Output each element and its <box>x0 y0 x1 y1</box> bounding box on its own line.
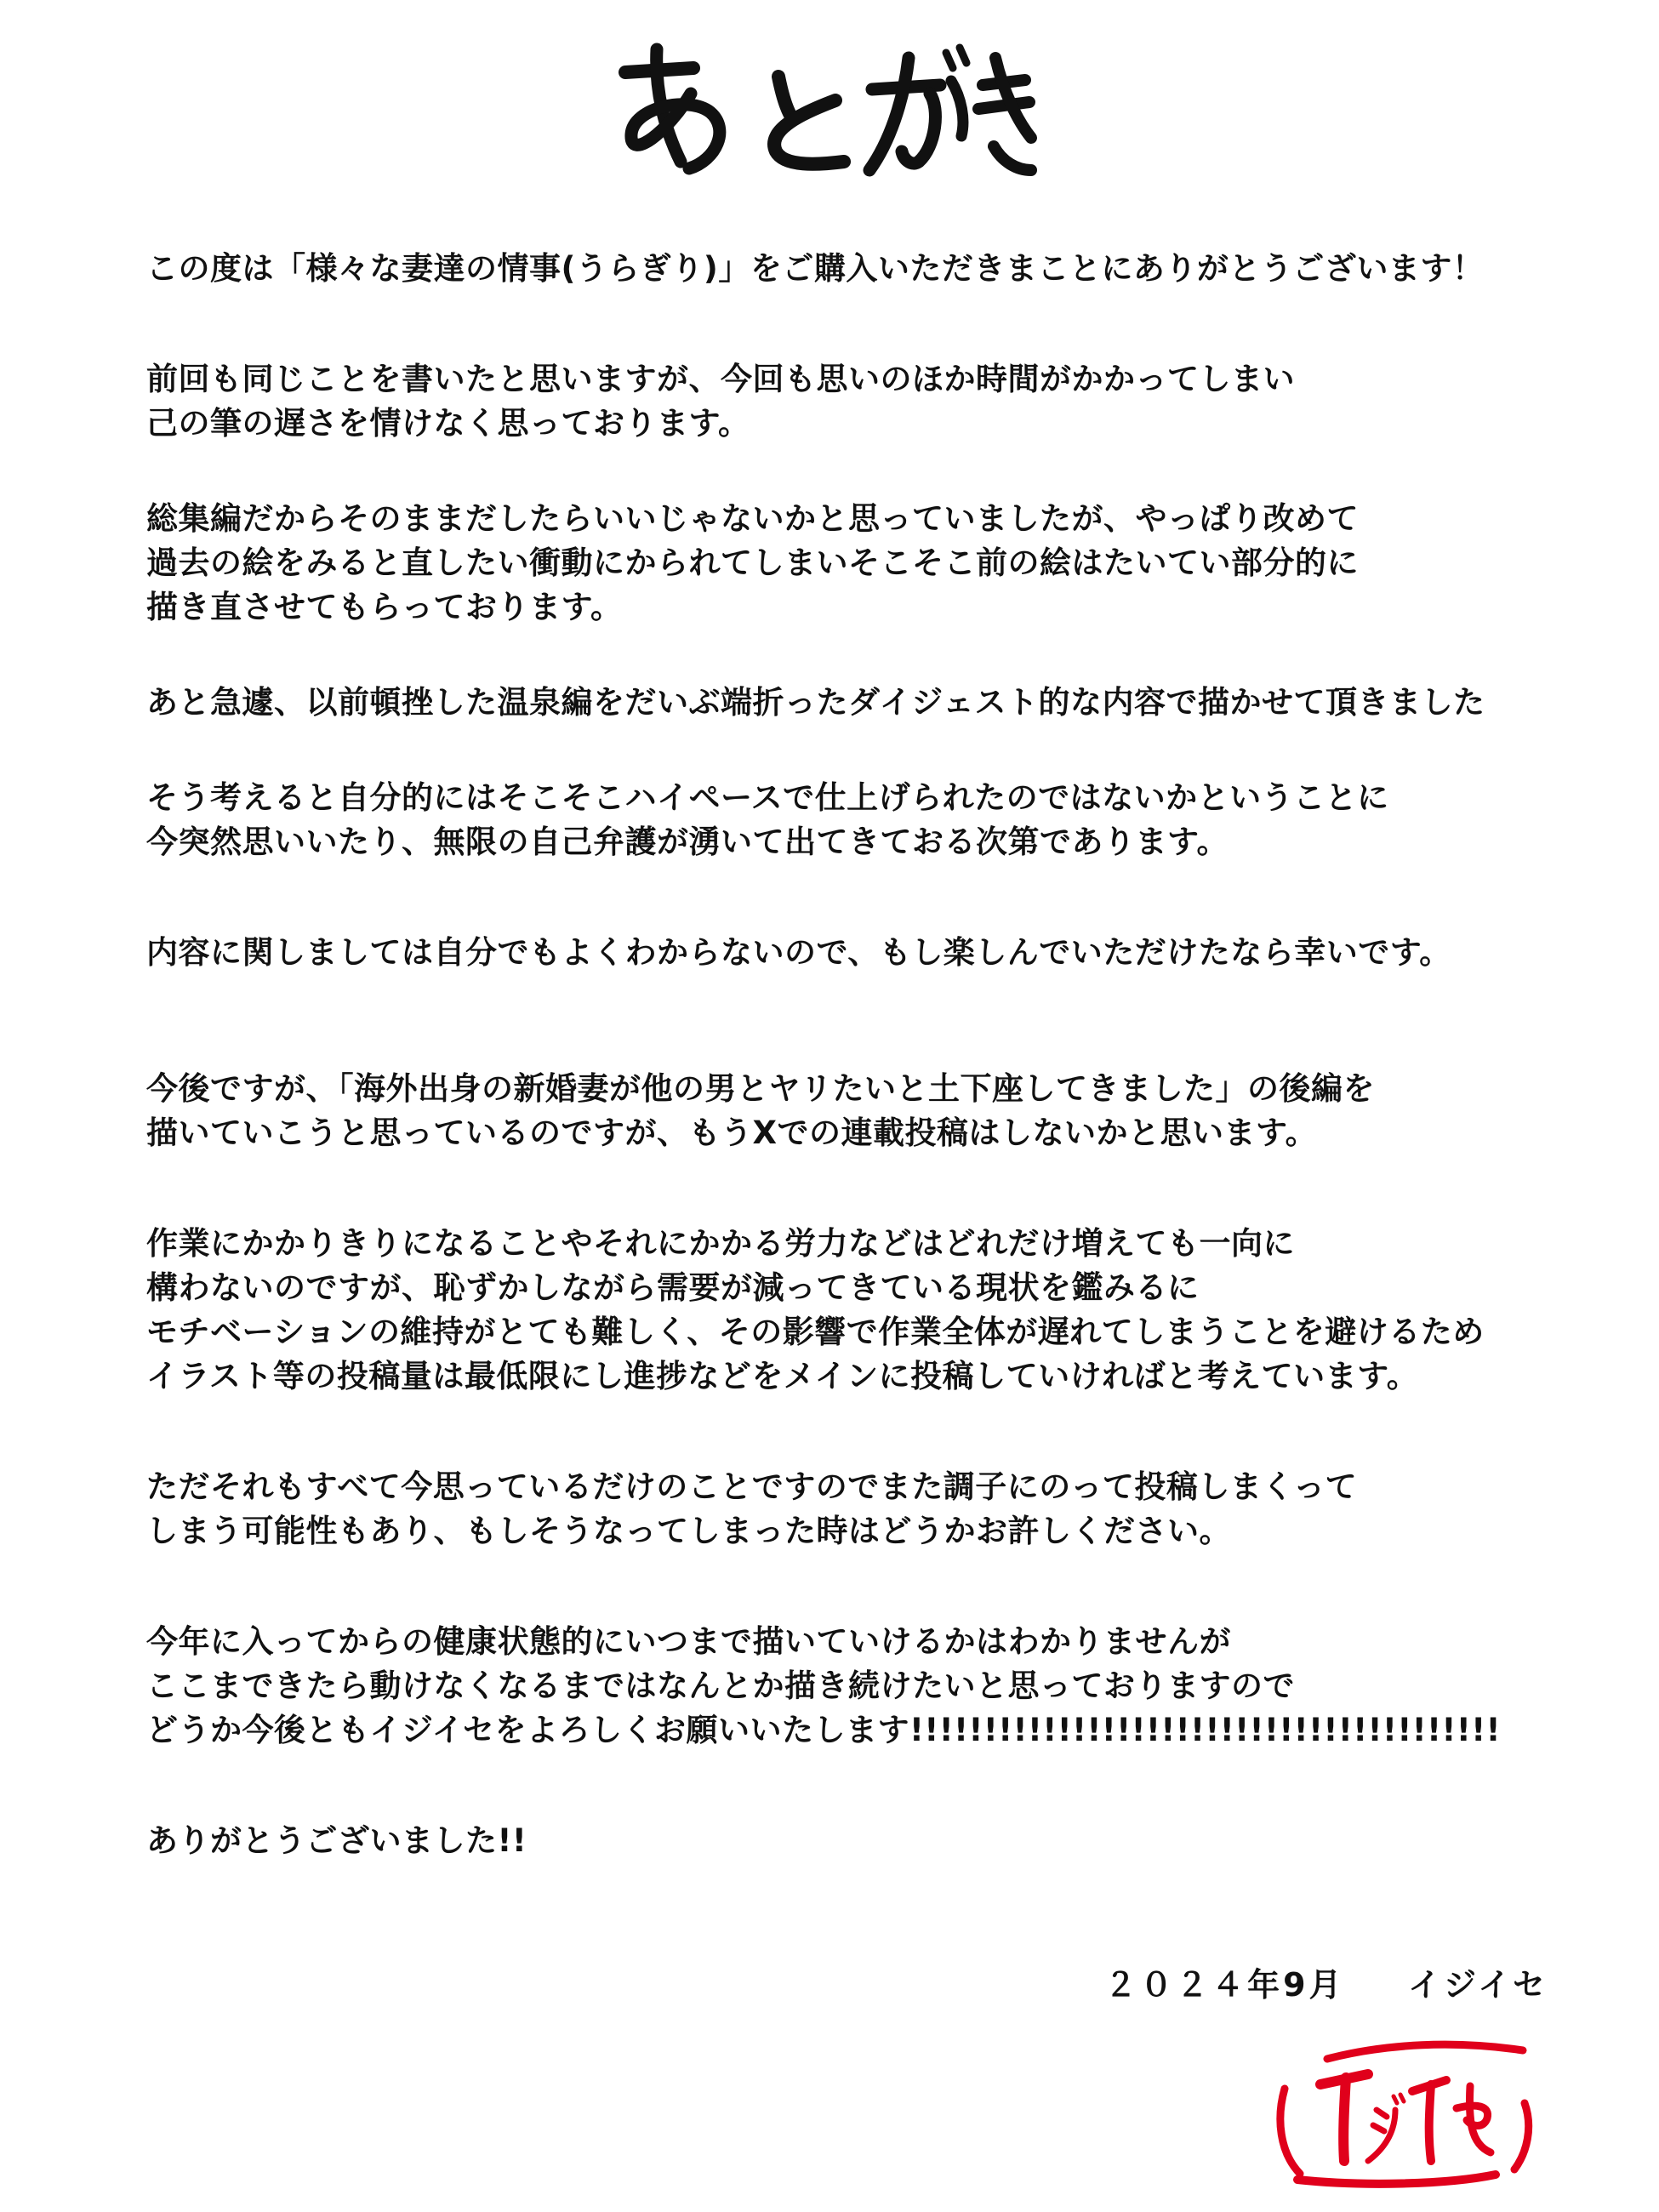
paragraph-motivation <box>146 1222 1610 1399</box>
signature-line <box>1104 1958 1548 2005</box>
text-line: あと急遽、以前頓挫した温泉編をだいぶ端折ったダイジェスト的な内容で描かせて頂きました <box>146 684 1485 721</box>
text-line: イラスト等の投稿量は最低限にし進捗などをメインに投稿していければと考えています。 <box>146 1358 1419 1394</box>
text-line: 構わないのですが、恥ずかしながら需要が減ってきている現状を鑑みるに <box>146 1269 1200 1306</box>
paragraph-next <box>146 1067 1610 1155</box>
text-line: そう考えると自分的にはそこそこハイペースで仕上げられたのではないかということに <box>146 779 1389 816</box>
text-line: 作業にかかりきりになることやそれにかかる労力などはどれだけ増えても一向に <box>146 1225 1295 1262</box>
afterword-body <box>146 247 1610 1863</box>
text-line: 描き直させてもらっております。 <box>146 589 623 625</box>
text-line: 今年に入ってからの健康状態的にいつまで描いていけるかはわかりませんが <box>146 1623 1231 1660</box>
text-line: 過去の絵をみると直したい衝動にかられてしまいそこそこ前の絵はたいてい部分的に <box>146 544 1359 581</box>
paragraph-health <box>146 1620 1610 1753</box>
text-line: モチベーションの維持がとても難しく、その影響で作業全体が遅れてしまうことを避けるため <box>146 1314 1485 1350</box>
text-line: どうか今後ともイジイセをよろしくお願いいたします!!!!!!!!!!!!!!!!!!!!!!!!!!!!!!!!!!!!!!!! <box>146 1712 1501 1748</box>
text-line: 今後ですが、「海外出身の新婚妻が他の男とヤリたいと土下座してきました」の後編を <box>146 1070 1375 1107</box>
paragraph-closing <box>146 1819 1610 1863</box>
signature-author: イジイセ <box>1408 1966 1548 2004</box>
paragraph-content <box>146 931 1610 975</box>
text-line: 総集編だからそのままだしたらいいじゃないかと思っていましたが、やっぱり改めて <box>146 500 1359 537</box>
paragraph-thanks <box>146 247 1610 291</box>
text-line: 描いていこうと思っているのですが、もうXでの連載投稿はしないかと思います。 <box>146 1115 1318 1151</box>
text-line: しまう可能性もあり、もしそうなってしまった時はどうかお許しください。 <box>146 1513 1231 1549</box>
paragraph-apology <box>146 357 1610 446</box>
paragraph-onsen <box>146 681 1610 725</box>
text-line: ここまできたら動けなくなるまではなんとか描き続けたいと思っておりますので <box>146 1668 1295 1704</box>
text-line: ありがとうございました!! <box>146 1822 527 1859</box>
text-line: 前回も同じことを書いたと思いますが、今回も思いのほか時間がかかってしまい <box>146 361 1295 397</box>
signature-date: ２０２４年9月 <box>1104 1966 1345 2004</box>
paragraph-maybe <box>146 1465 1610 1554</box>
afterword-heading <box>596 34 1038 187</box>
text-line: 内容に関しましては自分でもよくわからないので、もし楽しんでいただけたなら幸いです。 <box>146 934 1451 971</box>
text-line: この度は「様々な妻達の情事(うらぎり)」をご購入いただきまことにありがとうございます！ <box>146 250 1485 287</box>
text-line: 今突然思いいたり、無限の自己弁護が湧いて出てきておる次第であります。 <box>146 824 1229 860</box>
author-seal <box>1268 2025 1540 2191</box>
heading-lettering <box>596 34 1038 187</box>
paragraph-redraw <box>146 497 1610 630</box>
paragraph-pace <box>146 776 1610 864</box>
text-line: ただそれもすべて今思っているだけのことですのでまた調子にのって投稿しまくって <box>146 1468 1358 1505</box>
seal-icon <box>1268 2025 1540 2191</box>
text-line: 己の筆の遅さを情けなく思っております。 <box>146 405 750 442</box>
